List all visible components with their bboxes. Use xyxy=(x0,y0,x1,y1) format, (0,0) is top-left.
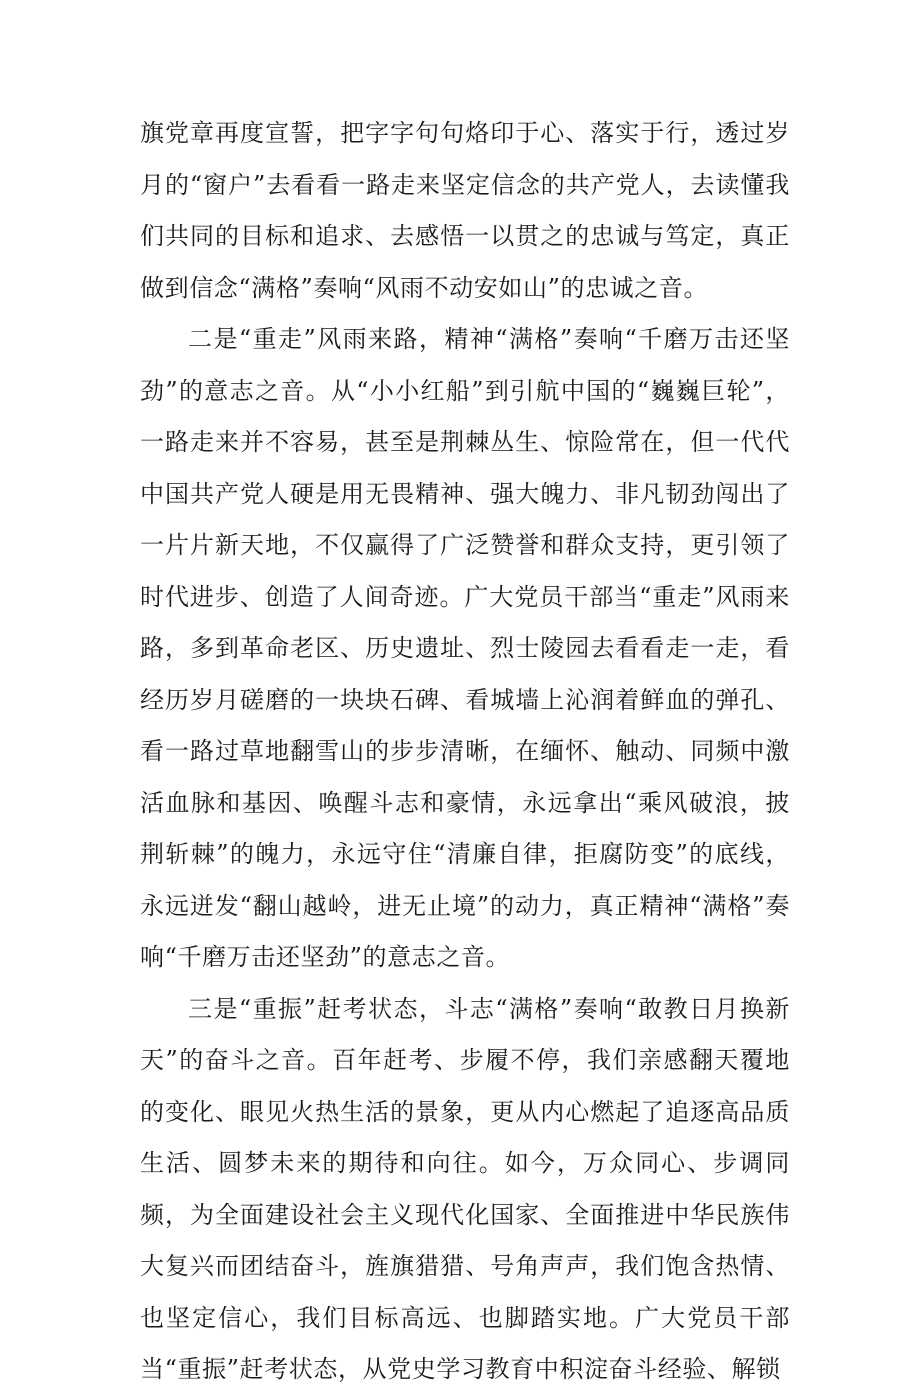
paragraph-third-point: 三是“重振”赶考状态，斗志“满格”奏响“敢教日月换新天”的奋斗之音。百年赶考、步履不停，我们亲感翻天覆地的变化、眼见火热生活的景象，更从内心燃起了追逐高品质生活、圆梦未来的期待和向往。如今，万众同心、步调同频，为全面建设社会主义现代化国家、全面推进中华民族伟大复兴而团结奋斗，旌旗猎猎、号角声声，我们饱含热情、也坚定信心，我们目标高远、也脚踏实地。广大党员干部当“重振”赶考状态，从党史学习教育中积淀奋斗经验、解锁 xyxy=(140,994,790,1383)
paragraph-second-point: 二是“重走”风雨来路，精神“满格”奏响“千磨万击还坚劲”的意志之音。从“小小红船”到引航中国的“巍巍巨轮”，一路走来并不容易，甚至是荆棘丛生、惊险常在，但一代代中国共产党人硬是用无畏精神、强大魄力、非凡韧劲闯出了一片片新天地，不仅赢得了广泛赞誉和群众支持，更引领了时代进步、创造了人间奇迹。广大党员干部当“重走”风雨来路，多到革命老区、历史遗址、烈士陵园去看看走一走，看经历岁月磋磨的一块块石碑、看城墙上沁润着鲜血的弹孔、看一路过草地翻雪山的步步清晰，在缅怀、触动、同频中激活血脉和基因、唤醒斗志和豪情，永远拿出“乘风破浪，披荆斩棘”的魄力，永远守住“清廉自律，拒腐防变”的底线，永远迸发“翻山越岭，进无止境”的动力，真正精神“满格”奏响“千磨万击还坚劲”的意志之音。 xyxy=(140,325,790,971)
document-body xyxy=(140,108,790,1396)
paragraph-continuation: 旗党章再度宣誓，把字字句句烙印于心、落实于行，透过岁月的“窗户”去看看一路走来坚定信念的共产党人，去读懂我们共同的目标和追求、去感悟一以贯之的忠诚与笃定，真正做到信念“满格”奏响“风雨不动安如山”的忠诚之音。 xyxy=(140,119,790,302)
